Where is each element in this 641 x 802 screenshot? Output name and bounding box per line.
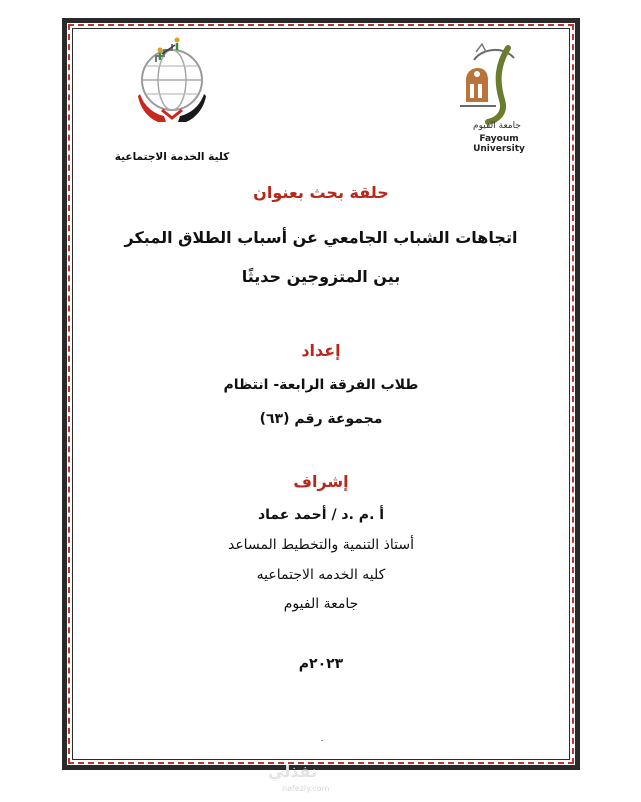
college-label: كلية الخدمة الاجتماعية <box>114 151 230 163</box>
document-year: ٢٠٢٣م <box>298 656 344 672</box>
group-number: مجموعة رقم (٦٣) <box>259 411 383 427</box>
supervisor-university: جامعة الفيوم <box>283 596 359 612</box>
supervisor-position: أستاذ التنمية والتخطيط المساعد <box>227 537 414 553</box>
research-title-line-2: بين المتزوجين حديثًا <box>241 267 401 286</box>
document-page <box>62 18 580 770</box>
students-line: طلاب الفرقة الرابعة- انتظام <box>223 377 419 393</box>
research-heading: حلقة بحث بعنوان <box>253 183 389 202</box>
watermark-url: nafezly.com <box>282 784 330 793</box>
preparation-heading: إعداد <box>301 341 341 360</box>
supervision-heading: إشراف <box>293 472 349 491</box>
university-name-english: Fayoum University <box>473 134 525 154</box>
page-number: ٠ <box>319 736 325 746</box>
college-logo <box>132 36 212 128</box>
supervisor-name: أ .م .د / أحمد عماد <box>257 507 385 523</box>
watermark-logo: نفذلي <box>268 762 317 781</box>
supervisor-college: كليه الخدمه الاجتماعيه <box>256 567 386 583</box>
research-title-line-1: اتجاهات الشباب الجامعي عن أسباب الطلاق المبكر <box>124 228 518 247</box>
university-name-arabic: جامعة الفيوم <box>473 121 521 131</box>
